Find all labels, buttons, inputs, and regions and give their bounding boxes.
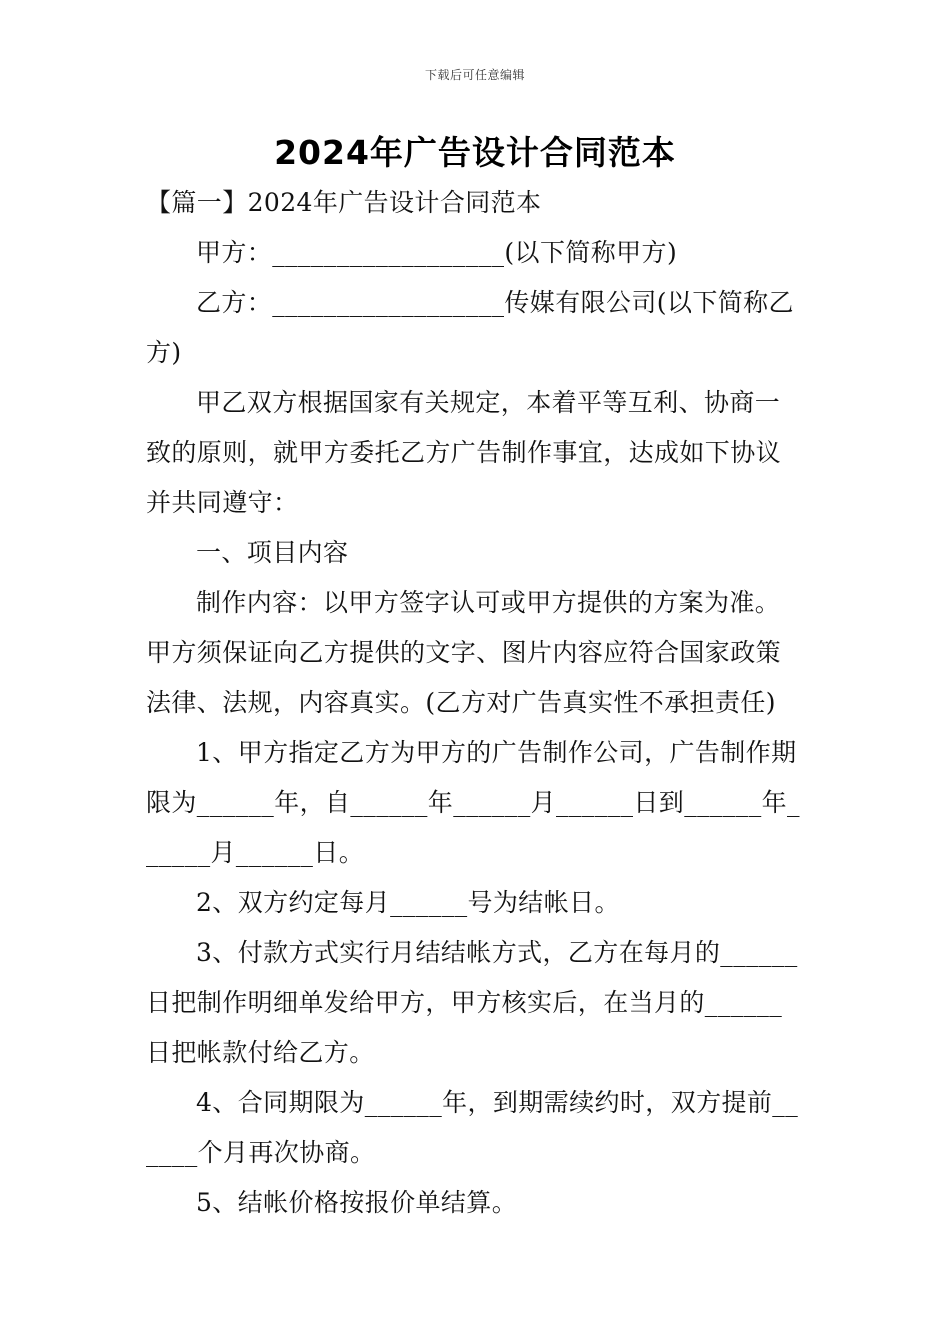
party-a-line: 甲方：__________________(以下简称甲方) xyxy=(196,238,678,267)
content-paragraph: 制作内容：以甲方签字认可或甲方提供的方案为准。 xyxy=(196,588,781,617)
content-paragraph-cont: 法律、法规，内容真实。(乙方对广告真实性不承担责任) xyxy=(146,688,776,717)
content-paragraph-cont: 甲方须保证向乙方提供的文字、图片内容应符合国家政策 xyxy=(146,638,782,667)
clause-4: 4、合同期限为______年，到期需续约时，双方提前__ xyxy=(196,1088,799,1117)
section-heading: 【篇一】2024年广告设计合同范本 xyxy=(146,188,542,217)
clause-1: 1、甲方指定乙方为甲方的广告制作公司，广告制作期 xyxy=(196,738,797,767)
clause-1-cont: _____月______日。 xyxy=(146,838,365,867)
document-title: 2024年广告设计合同范本 xyxy=(274,133,676,172)
intro-paragraph-cont: 致的原则，就甲方委托乙方广告制作事宜，达成如下协议 xyxy=(146,438,782,467)
header-note: 下载后可任意编辑 xyxy=(424,68,525,82)
party-b-line: 乙方：__________________传媒有限公司(以下简称乙 xyxy=(196,288,794,317)
intro-paragraph-cont: 并共同遵守： xyxy=(146,488,299,517)
clause-1-cont: 限为______年，自______年______月______日到______年_ xyxy=(146,788,800,817)
clause-5: 5、结帐价格按报价单结算。 xyxy=(196,1188,518,1217)
document-body xyxy=(146,178,808,1228)
clause-3-cont: 日把制作明细单发给甲方，甲方核实后，在当月的______ xyxy=(146,988,783,1017)
clause-4-cont: ____个月再次协商。 xyxy=(146,1138,376,1167)
clause-2: 2、双方约定每月______号为结帐日。 xyxy=(196,888,620,917)
intro-paragraph: 甲乙双方根据国家有关规定，本着平等互利、协商一 xyxy=(196,388,781,417)
clause-3: 3、付款方式实行月结结帐方式，乙方在每月的______ xyxy=(196,938,798,967)
party-b-line-cont: 方) xyxy=(146,338,182,367)
item-heading: 一、项目内容 xyxy=(196,538,349,567)
clause-3-cont: 日把帐款付给乙方。 xyxy=(146,1038,375,1067)
